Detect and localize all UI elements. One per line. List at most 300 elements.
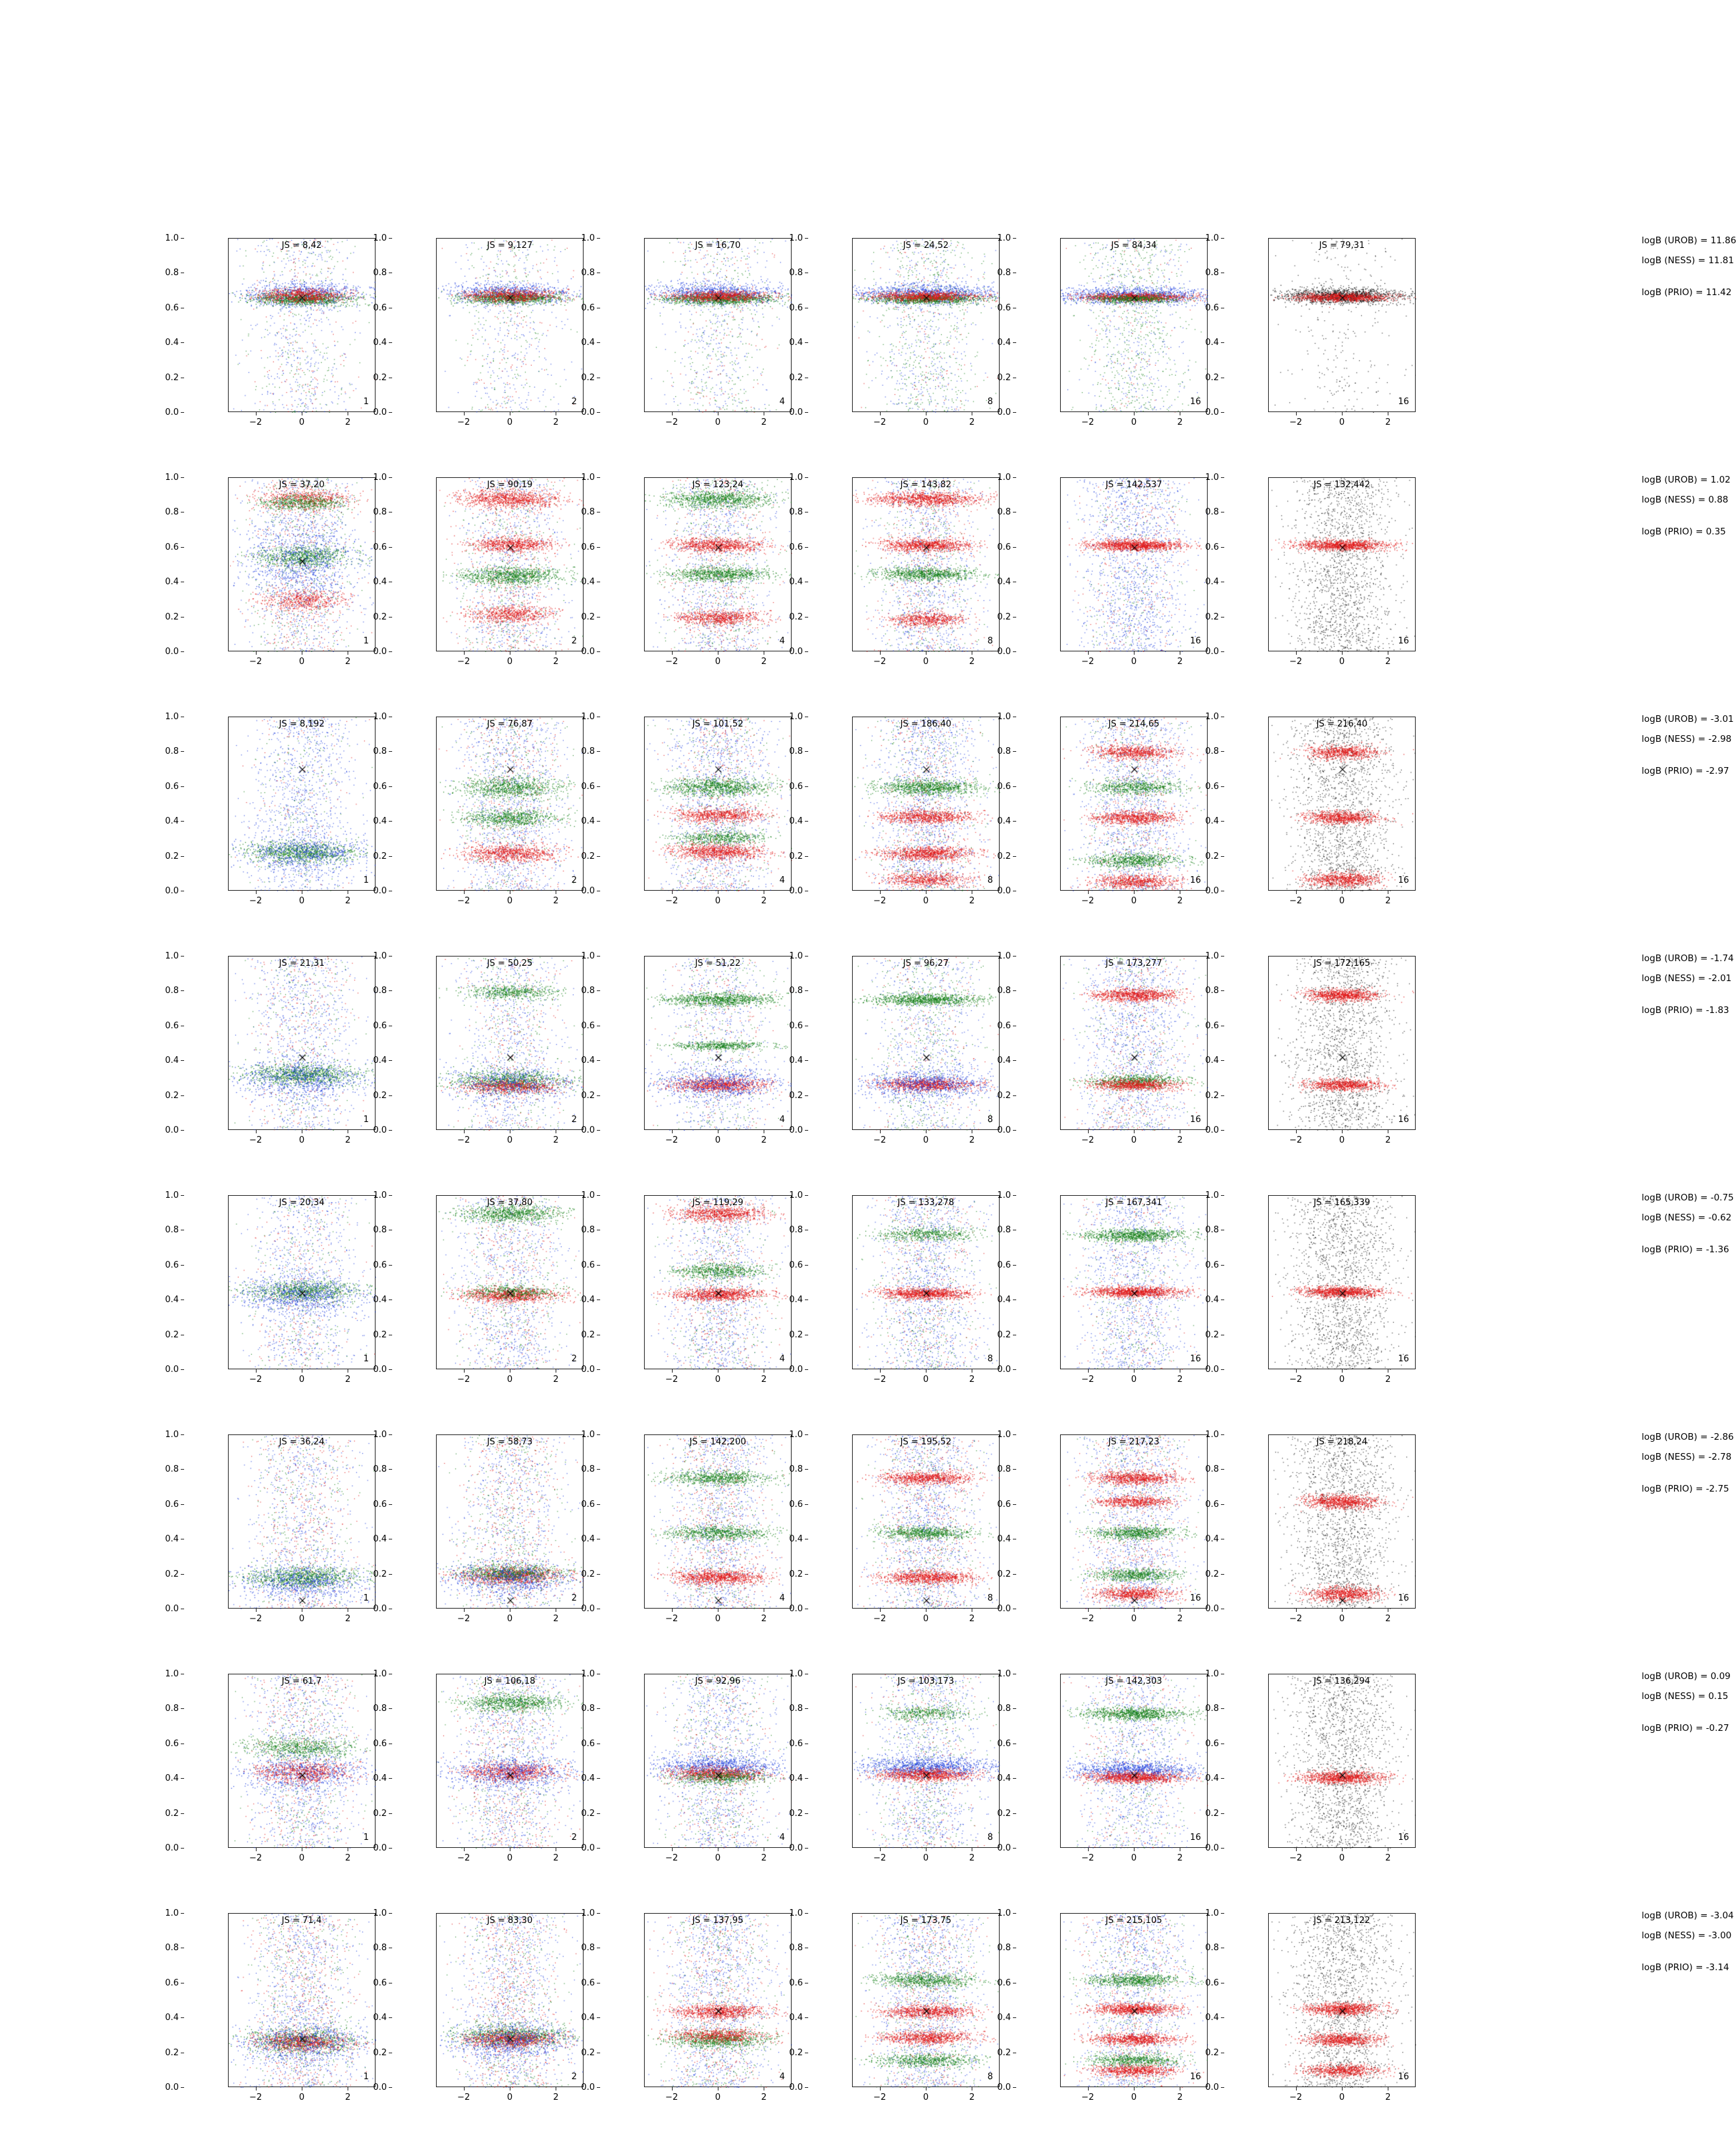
x-tick-mark	[1088, 412, 1089, 415]
logb-urob-label: logB (UROB) = 0.09	[1642, 1671, 1731, 1682]
y-tick-label: 0.0	[373, 2083, 387, 2092]
y-tick-label: 0.2	[581, 612, 595, 622]
y-tick-mark	[181, 651, 184, 652]
y-tick-label: 0.8	[373, 1225, 387, 1236]
scatter-points	[853, 957, 1000, 1131]
plot-axes	[644, 1674, 792, 1848]
y-tick-label: 0.0	[373, 1604, 387, 1614]
scatter-points	[1061, 478, 1208, 652]
y-tick-mark	[1013, 1469, 1016, 1470]
y-tick-mark	[1013, 990, 1016, 991]
y-tick-label: 0.4	[789, 1773, 803, 1784]
scatter-panel	[581, 951, 794, 1145]
x-tick-mark	[880, 651, 881, 655]
plot-axes	[1060, 1195, 1208, 1369]
y-tick-label: 0.2	[1205, 372, 1219, 383]
y-tick-label: 0.6	[789, 1978, 803, 1988]
y-tick-mark	[1013, 1369, 1016, 1370]
y-tick-label: 0.0	[997, 886, 1011, 896]
y-tick-mark	[1013, 1265, 1016, 1266]
y-tick-mark	[1221, 1434, 1224, 1435]
y-tick-label: 0.8	[581, 1943, 595, 1954]
y-tick-mark	[181, 1574, 184, 1575]
y-tick-label: 0.6	[581, 1738, 595, 1749]
y-tick-label: 0.8	[997, 1225, 1011, 1236]
x-tick-mark	[1342, 891, 1343, 894]
y-tick-label: 1.0	[789, 473, 803, 483]
y-tick-label: 0.6	[789, 542, 803, 552]
y-tick-label: 0.2	[581, 2047, 595, 2058]
y-tick-mark	[181, 477, 184, 478]
y-tick-mark	[805, 1130, 808, 1131]
scatter-points	[645, 1196, 792, 1370]
plot-axes	[852, 477, 1000, 651]
y-tick-label: 0.6	[1205, 781, 1219, 792]
y-tick-mark	[597, 1848, 600, 1849]
y-tick-label: 1.0	[373, 951, 387, 961]
scatter-panel	[997, 1908, 1210, 2102]
panel-index-label: 16	[1190, 1354, 1201, 1364]
x-tick-mark	[1296, 891, 1297, 894]
x-tick-label: −2	[665, 1375, 679, 1385]
x-tick-mark	[1134, 651, 1135, 655]
scatter-points	[1061, 1674, 1208, 1849]
y-tick-label: 0.8	[165, 746, 179, 757]
x-tick-label: −2	[1081, 417, 1095, 427]
y-tick-mark	[389, 856, 392, 857]
y-tick-label: 0.2	[165, 2047, 179, 2058]
panel-index-label: 16	[1190, 1833, 1201, 1843]
x-tick-mark	[1342, 1609, 1343, 1612]
y-tick-mark	[181, 751, 184, 752]
scatter-panel	[789, 1190, 1002, 1385]
plot-axes	[852, 1195, 1000, 1369]
y-tick-label: 0.4	[1205, 577, 1219, 588]
x-tick-mark	[1134, 1369, 1135, 1373]
x-tick-label: −2	[1289, 1375, 1303, 1385]
y-tick-mark	[1221, 1060, 1224, 1061]
x-tick-label: 0	[506, 2092, 513, 2102]
js-divergence-label: JS = 50,25	[487, 959, 533, 968]
scatter-panel	[581, 1429, 794, 1624]
y-tick-mark	[1221, 617, 1224, 618]
y-tick-mark	[1013, 1813, 1016, 1814]
js-divergence-label: JS = 195,52	[900, 1437, 952, 1447]
scatter-panel	[165, 1190, 378, 1385]
plot-axes	[1060, 717, 1208, 891]
x-tick-mark	[256, 1609, 257, 1612]
x-tick-label: 2	[345, 1614, 351, 1624]
y-tick-label: 0.4	[373, 1773, 387, 1784]
y-tick-label: 1.0	[581, 1190, 595, 1200]
plot-axes	[228, 956, 376, 1130]
panel-index-label: 1	[363, 2072, 369, 2082]
x-tick-label: −2	[457, 1135, 471, 1145]
y-tick-label: 0.2	[997, 1569, 1011, 1579]
scatter-points	[1061, 1914, 1208, 2088]
y-tick-label: 0.0	[789, 2083, 803, 2092]
y-tick-mark	[1013, 2017, 1016, 2018]
js-divergence-label: JS = 79,31	[1319, 241, 1365, 251]
y-tick-mark	[805, 1574, 808, 1575]
panel-index-label: 1	[363, 1354, 369, 1364]
panel-index-label: 2	[571, 1593, 577, 1603]
scatter-panel	[165, 1908, 378, 2102]
y-tick-label: 0.4	[997, 577, 1011, 588]
y-tick-mark	[389, 2017, 392, 2018]
scatter-panel	[165, 711, 378, 906]
y-tick-label: 0.0	[373, 886, 387, 896]
panel-index-label: 2	[571, 397, 577, 407]
y-tick-mark	[597, 412, 600, 413]
x-tick-mark	[880, 1848, 881, 1851]
scatter-points	[1269, 1196, 1416, 1370]
y-tick-label: 0.8	[373, 986, 387, 996]
y-tick-label: 0.6	[581, 781, 595, 792]
y-tick-label: 0.8	[997, 1943, 1011, 1954]
panel-index-label: 4	[779, 1833, 785, 1843]
x-tick-label: 0	[1339, 1135, 1345, 1145]
y-tick-label: 0.4	[373, 816, 387, 827]
y-tick-label: 0.0	[997, 1604, 1011, 1614]
y-tick-label: 0.4	[581, 1056, 595, 1066]
y-tick-label: 1.0	[1205, 1908, 1219, 1918]
x-tick-label: −2	[1081, 1375, 1095, 1385]
y-tick-mark	[1013, 238, 1016, 239]
js-divergence-label: JS = 143,82	[900, 480, 952, 490]
y-tick-mark	[597, 786, 600, 787]
y-tick-mark	[389, 412, 392, 413]
y-tick-mark	[805, 547, 808, 548]
js-divergence-label: JS = 165,339	[1313, 1198, 1370, 1208]
y-tick-label: 0.6	[1205, 1260, 1219, 1270]
y-tick-label: 0.6	[581, 1978, 595, 1988]
x-tick-label: 2	[1385, 1375, 1391, 1385]
x-tick-label: 0	[922, 1135, 929, 1145]
logb-urob-label: logB (UROB) = -3.04	[1642, 1910, 1734, 1921]
y-tick-mark	[1013, 1848, 1016, 1849]
scatter-panel	[1205, 711, 1418, 906]
panel-index-label: 4	[779, 875, 785, 885]
scatter-panel	[1205, 1908, 1418, 2102]
y-tick-mark	[597, 751, 600, 752]
x-tick-mark	[1088, 2087, 1089, 2090]
logb-ness-label: logB (NESS) = -2.01	[1642, 973, 1732, 984]
x-tick-label: 2	[761, 2092, 767, 2102]
y-tick-label: 1.0	[1205, 1669, 1219, 1679]
plot-axes	[852, 1434, 1000, 1609]
x-tick-label: 0	[506, 896, 513, 906]
y-tick-mark	[1013, 821, 1016, 822]
js-divergence-label: JS = 142,537	[1105, 480, 1162, 490]
x-tick-mark	[672, 1848, 673, 1851]
y-tick-label: 0.8	[165, 1464, 179, 1475]
js-divergence-label: JS = 132,442	[1313, 480, 1370, 490]
x-tick-mark	[672, 2087, 673, 2090]
y-tick-label: 0.0	[373, 1365, 387, 1375]
js-divergence-label: JS = 37,80	[487, 1198, 533, 1208]
plot-axes	[1060, 238, 1208, 412]
y-tick-label: 0.0	[581, 407, 595, 417]
x-tick-mark	[1088, 1848, 1089, 1851]
x-tick-mark	[464, 651, 465, 655]
scatter-points	[1269, 1674, 1416, 1849]
scatter-points	[229, 1674, 376, 1849]
x-tick-mark	[672, 412, 673, 415]
y-tick-mark	[597, 821, 600, 822]
plot-axes	[644, 1434, 792, 1609]
y-tick-mark	[181, 238, 184, 239]
panel-index-label: 16	[1190, 1115, 1201, 1125]
panel-index-label: 4	[779, 636, 785, 646]
y-tick-label: 0.8	[1205, 1225, 1219, 1236]
y-tick-label: 0.4	[997, 816, 1011, 827]
y-tick-label: 0.6	[165, 1020, 179, 1031]
y-tick-label: 0.4	[581, 1773, 595, 1784]
y-tick-label: 0.2	[581, 1808, 595, 1819]
logb-ness-label: logB (NESS) = -2.78	[1642, 1452, 1732, 1462]
js-divergence-label: JS = 172,165	[1313, 959, 1370, 968]
plot-axes	[644, 717, 792, 891]
y-tick-mark	[181, 1369, 184, 1370]
y-tick-label: 0.8	[1205, 1464, 1219, 1475]
y-tick-label: 0.4	[997, 338, 1011, 348]
x-tick-label: 2	[1177, 1135, 1183, 1145]
y-tick-mark	[1221, 477, 1224, 478]
logb-prio-label: logB (PRIO) = 0.35	[1642, 526, 1726, 537]
scatter-points	[229, 1196, 376, 1370]
x-tick-mark	[464, 1848, 465, 1851]
y-tick-label: 1.0	[581, 233, 595, 243]
panel-index-label: 16	[1398, 875, 1409, 885]
y-tick-label: 0.0	[165, 886, 179, 896]
y-tick-mark	[597, 990, 600, 991]
y-tick-mark	[1221, 547, 1224, 548]
x-tick-label: 0	[922, 1614, 929, 1624]
y-tick-label: 0.0	[789, 647, 803, 657]
y-tick-mark	[181, 1265, 184, 1266]
plot-axes	[436, 1913, 584, 2087]
y-tick-label: 0.8	[997, 268, 1011, 279]
y-tick-mark	[1221, 1369, 1224, 1370]
y-tick-label: 1.0	[581, 1430, 595, 1440]
y-tick-label: 0.8	[789, 507, 803, 518]
y-tick-label: 0.4	[165, 1534, 179, 1545]
y-tick-mark	[597, 651, 600, 652]
y-tick-label: 0.4	[581, 577, 595, 588]
js-divergence-label: JS = 101,52	[692, 719, 744, 729]
y-tick-label: 0.6	[165, 302, 179, 313]
plot-axes	[1268, 956, 1416, 1130]
plot-axes	[436, 956, 584, 1130]
y-tick-mark	[1013, 1913, 1016, 1914]
y-tick-label: 0.0	[1205, 407, 1219, 417]
logb-ness-label: logB (NESS) = 0.88	[1642, 495, 1729, 505]
x-tick-mark	[1342, 412, 1343, 415]
y-tick-label: 0.6	[165, 1260, 179, 1270]
js-divergence-label: JS = 58,73	[487, 1437, 533, 1447]
y-tick-label: 0.2	[373, 1329, 387, 1340]
panel-index-label: 1	[363, 1593, 369, 1603]
y-tick-mark	[597, 1574, 600, 1575]
y-tick-label: 0.6	[581, 542, 595, 552]
y-tick-mark	[1013, 1095, 1016, 1096]
y-tick-mark	[181, 956, 184, 957]
y-tick-mark	[1221, 821, 1224, 822]
scatter-points	[229, 239, 376, 413]
y-tick-label: 1.0	[581, 1908, 595, 1918]
panel-index-label: 16	[1190, 397, 1201, 407]
js-divergence-label: JS = 83,30	[487, 1916, 533, 1926]
x-tick-label: 0	[298, 417, 305, 427]
y-tick-label: 0.6	[581, 302, 595, 313]
y-tick-label: 0.8	[373, 507, 387, 518]
plot-axes	[436, 1434, 584, 1609]
y-tick-label: 0.4	[1205, 1534, 1219, 1545]
y-tick-label: 1.0	[997, 1430, 1011, 1440]
x-tick-label: 2	[1177, 417, 1183, 427]
y-tick-label: 0.0	[373, 1125, 387, 1135]
scatter-panel	[581, 711, 794, 906]
y-tick-label: 1.0	[1205, 712, 1219, 722]
y-tick-mark	[1013, 2087, 1016, 2088]
y-tick-label: 0.4	[789, 577, 803, 588]
y-tick-label: 0.4	[581, 1295, 595, 1305]
x-tick-label: −2	[457, 417, 471, 427]
x-tick-label: 2	[969, 1375, 975, 1385]
x-tick-label: 0	[298, 1853, 305, 1863]
scatter-panel	[1205, 1190, 1418, 1385]
plot-axes	[1268, 717, 1416, 891]
x-tick-mark	[1342, 1848, 1343, 1851]
y-tick-label: 0.2	[165, 372, 179, 383]
y-tick-label: 0.2	[789, 1090, 803, 1101]
y-tick-label: 0.8	[1205, 1943, 1219, 1954]
x-tick-label: −2	[249, 1375, 263, 1385]
x-tick-label: 2	[553, 417, 559, 427]
x-tick-label: 2	[553, 657, 559, 667]
y-tick-label: 0.4	[1205, 2013, 1219, 2023]
y-tick-label: 0.4	[1205, 816, 1219, 827]
y-tick-mark	[805, 1195, 808, 1196]
y-tick-mark	[597, 1195, 600, 1196]
x-tick-label: 0	[714, 1853, 721, 1863]
y-tick-label: 0.8	[997, 746, 1011, 757]
y-tick-label: 1.0	[997, 712, 1011, 722]
x-tick-label: 0	[714, 1135, 721, 1145]
y-tick-label: 0.4	[789, 816, 803, 827]
y-tick-label: 0.4	[581, 2013, 595, 2023]
panel-row	[165, 951, 1734, 1190]
x-tick-label: 2	[761, 896, 767, 906]
x-tick-mark	[1296, 1130, 1297, 1133]
x-tick-label: −2	[665, 657, 679, 667]
y-tick-mark	[597, 1369, 600, 1370]
logb-prio-label: logB (PRIO) = -2.97	[1642, 766, 1729, 776]
y-tick-mark	[389, 1848, 392, 1849]
y-tick-mark	[805, 238, 808, 239]
scatter-panel	[581, 1908, 794, 2102]
y-tick-label: 0.4	[373, 1295, 387, 1305]
x-tick-label: 2	[1177, 1853, 1183, 1863]
y-tick-label: 1.0	[165, 233, 179, 243]
x-tick-mark	[880, 891, 881, 894]
y-tick-label: 0.8	[1205, 746, 1219, 757]
y-tick-label: 0.4	[165, 577, 179, 588]
scatter-points	[853, 1435, 1000, 1609]
y-tick-label: 1.0	[789, 712, 803, 722]
x-tick-label: 0	[1131, 1135, 1137, 1145]
y-tick-label: 0.0	[789, 886, 803, 896]
y-tick-mark	[1221, 1265, 1224, 1266]
y-tick-label: 0.2	[997, 851, 1011, 861]
x-tick-label: −2	[665, 1853, 679, 1863]
y-tick-label: 0.6	[373, 542, 387, 552]
y-tick-label: 0.8	[997, 986, 1011, 996]
panel-index-label: 16	[1398, 1354, 1409, 1364]
y-tick-label: 0.2	[997, 2047, 1011, 2058]
scatter-panel	[373, 1429, 586, 1624]
panel-index-label: 1	[363, 636, 369, 646]
y-tick-label: 0.8	[373, 1704, 387, 1714]
x-tick-label: 0	[1131, 1853, 1137, 1863]
x-tick-label: 0	[506, 1135, 513, 1145]
y-tick-label: 1.0	[1205, 233, 1219, 243]
scatter-points	[229, 1914, 376, 2088]
y-tick-mark	[597, 1504, 600, 1505]
js-divergence-label: JS = 133,278	[897, 1198, 954, 1208]
y-tick-mark	[597, 1265, 600, 1266]
y-tick-label: 0.2	[789, 372, 803, 383]
panel-index-label: 8	[987, 1593, 993, 1603]
logb-ness-label: logB (NESS) = -2.98	[1642, 734, 1732, 744]
y-tick-mark	[805, 412, 808, 413]
y-tick-mark	[1013, 786, 1016, 787]
panel-index-label: 1	[363, 397, 369, 407]
y-tick-label: 0.8	[1205, 507, 1219, 518]
y-tick-label: 0.2	[789, 612, 803, 622]
panel-index-label: 2	[571, 2072, 577, 2082]
y-tick-mark	[1221, 1504, 1224, 1505]
logb-ness-label: logB (NESS) = 0.15	[1642, 1691, 1729, 1702]
y-tick-label: 0.2	[997, 1808, 1011, 1819]
x-tick-label: 2	[1177, 2092, 1183, 2102]
x-tick-mark	[1134, 1848, 1135, 1851]
y-tick-label: 0.8	[1205, 268, 1219, 279]
y-tick-mark	[805, 477, 808, 478]
js-divergence-label: JS = 71,4	[281, 1916, 322, 1926]
plot-axes	[228, 1674, 376, 1848]
plot-axes	[852, 1674, 1000, 1848]
y-tick-label: 0.4	[789, 338, 803, 348]
y-tick-label: 0.8	[789, 1464, 803, 1475]
y-tick-label: 0.4	[1205, 1773, 1219, 1784]
y-tick-mark	[597, 547, 600, 548]
js-divergence-label: JS = 137,95	[692, 1916, 744, 1926]
scatter-panel	[373, 711, 586, 906]
y-tick-label: 0.8	[165, 507, 179, 518]
y-tick-label: 0.2	[581, 1569, 595, 1579]
x-tick-label: 2	[969, 657, 975, 667]
y-tick-mark	[389, 477, 392, 478]
y-tick-label: 0.2	[373, 372, 387, 383]
y-tick-label: 0.6	[373, 302, 387, 313]
y-tick-mark	[1013, 342, 1016, 343]
y-tick-mark	[597, 1434, 600, 1435]
y-tick-label: 0.0	[789, 1843, 803, 1853]
plot-axes	[436, 477, 584, 651]
y-tick-label: 0.6	[373, 1738, 387, 1749]
